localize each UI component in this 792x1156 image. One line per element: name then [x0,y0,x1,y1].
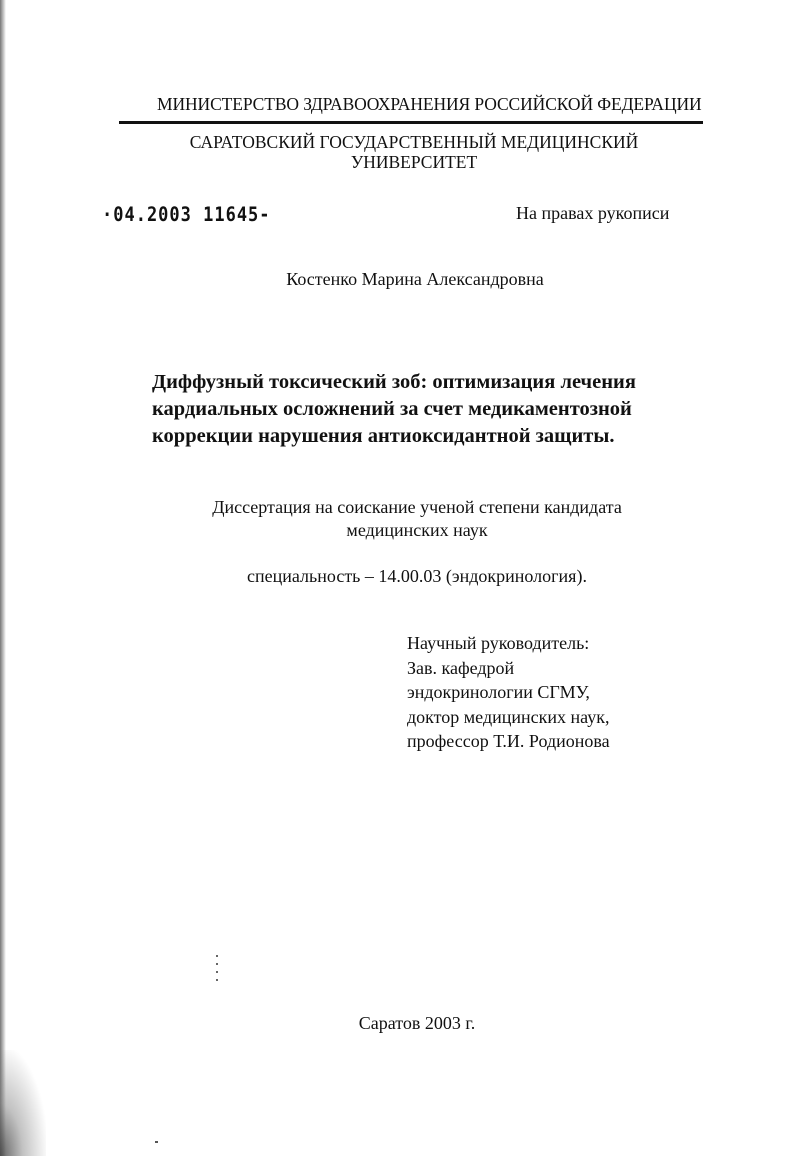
scan-specks [216,955,218,981]
rights-note: На правах рукописи [516,203,670,223]
dissertation-type-line2: медицинских наук [346,520,488,540]
supervisor-line: Зав. кафедрой [407,657,515,678]
registration-stamp-number: ·04.2003 11645- [102,203,271,227]
scan-dot [155,1141,158,1143]
header-rule [119,121,703,124]
supervisor-line: доктор медицинских наук, [407,706,610,727]
ministry-heading: МИНИСТЕРСТВО ЗДРАВООХРАНЕНИЯ РОССИЙСКОЙ ФЕДЕРАЦИИ [157,94,702,114]
title-line: коррекции нарушения антиоксидантной защиты. [152,425,615,447]
supervisor-line: профессор Т.И. Родионова [407,731,610,751]
scan-corner-shadow [0,1050,46,1156]
author-name: Костенко Марина Александровна [286,269,544,289]
city-year: Саратов 2003 г. [358,1013,476,1033]
dissertation-type-line1: Диссертация на соискание ученой степени кандидата [212,497,622,517]
title-line: кардиальных осложнений за счет медикаментозной [152,398,632,420]
specialty-line: специальность – 14.00.03 (эндокринология). [247,566,587,586]
university-name-line2: УНИВЕРСИТЕТ [350,152,478,172]
supervisor-line: эндокринологии СГМУ, [407,682,590,702]
dissertation-title [152,369,636,450]
supervisor-block [407,631,610,754]
title-line: Диффузный токсический зоб: оптимизация лечения [152,371,636,393]
university-name-line1: САРАТОВСКИЙ ГОСУДАРСТВЕННЫЙ МЕДИЦИНСКИЙ [189,132,639,152]
supervisor-line: Научный руководитель: [407,633,590,653]
